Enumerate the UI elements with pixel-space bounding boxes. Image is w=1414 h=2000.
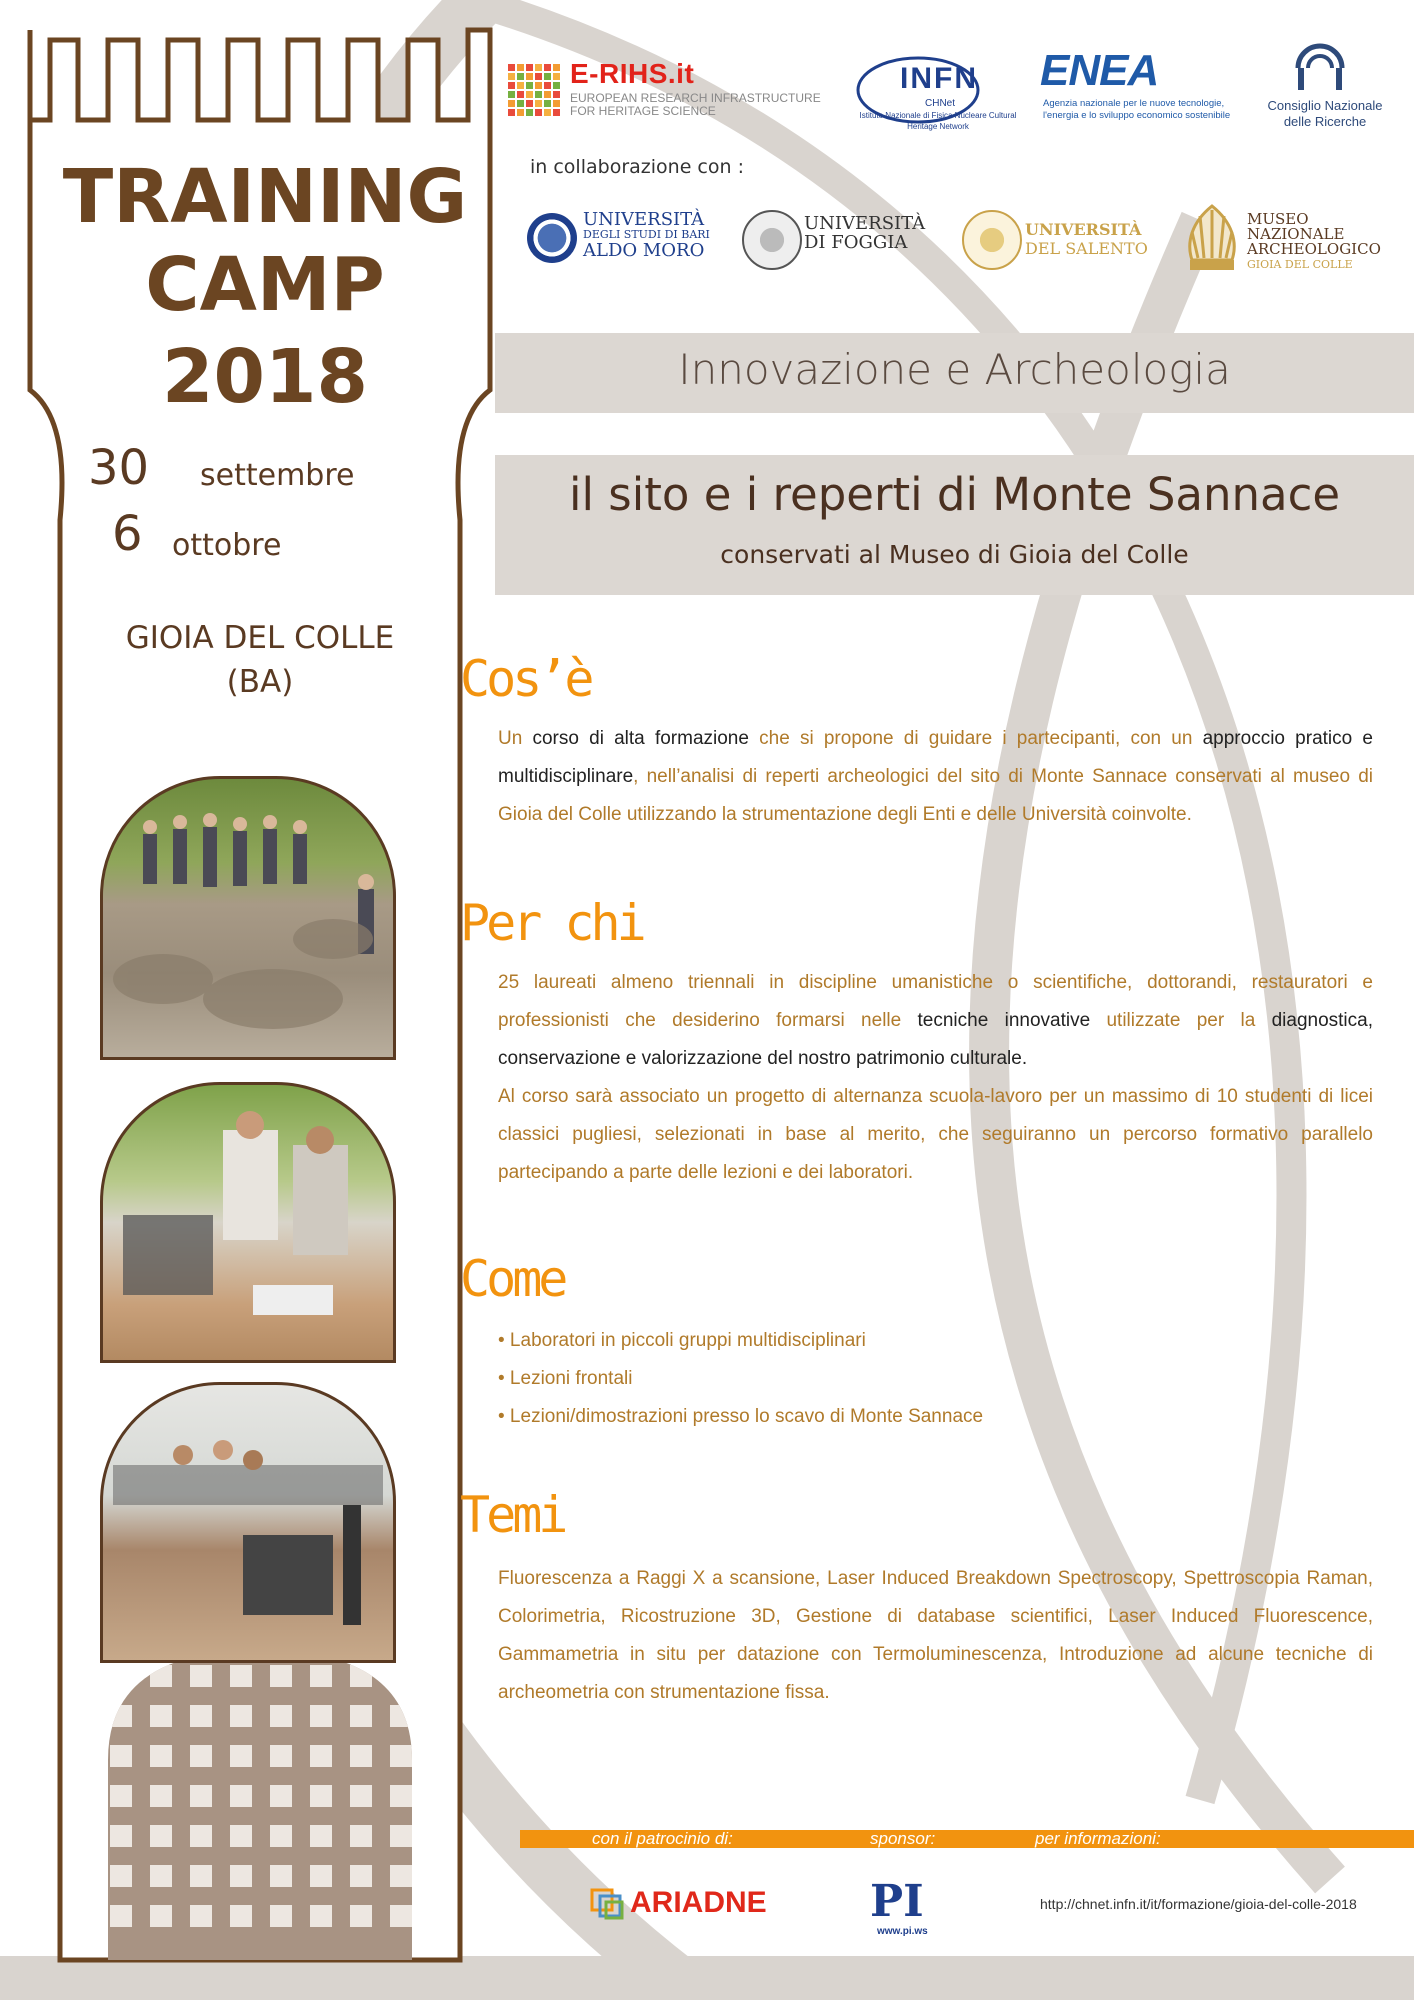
title-camp: CAMP — [145, 242, 385, 328]
location-city: GIOIA DEL COLLE — [125, 620, 395, 656]
section-list-come — [498, 1322, 1373, 1436]
cose-text-2: corso di alta formazione — [532, 728, 749, 749]
band-title-innovazione: Innovazione e Archeologia — [678, 345, 1231, 394]
perchi-text-2: tecniche innovative — [917, 1010, 1091, 1031]
unisalento-line1: UNIVERSITÀ — [1025, 220, 1142, 239]
pi-website-label[interactable]: www.pi.ws — [877, 1926, 928, 1937]
infn-logo-title: INFN — [900, 62, 978, 95]
museo-line3: ARCHEOLOGICO — [1247, 240, 1381, 258]
section-title-perchi: Per chi — [460, 894, 643, 952]
title-training: TRAINING — [62, 154, 468, 240]
footer-sponsor-label: sponsor: — [870, 1829, 936, 1848]
museo-line4: GIOIA DEL COLLE — [1247, 258, 1353, 271]
unifg-line1: UNIVERSITÀ — [804, 213, 926, 234]
collaboration-label: in collaborazione con : — [530, 156, 744, 178]
footer-info-label: per informazioni: — [1035, 1829, 1161, 1848]
enea-logo-subtitle: Agenzia nazionale per le nuove tecnologie, l'energia e lo sviluppo economico sostenibile — [1043, 98, 1231, 121]
perchi-text-4: diagnostica, conservazione e valorizzazione del nostro patrimonio culturale. — [498, 1010, 1373, 1069]
main-title: il sito e i reperti di Monte Sannace — [569, 468, 1340, 521]
infn-chnet-label: CHNet — [925, 98, 956, 109]
people-group-icon — [103, 779, 393, 1057]
perchi-text-alternanza: Al corso sarà associato un progetto di alternanza scuola-lavoro per un massimo di 10 studenti di licei classici pugliesi, selezionati in base al merito, che seguiranno un percorso formativo parallelo partecipando a parte delle lezioni e dei laboratori. — [498, 1086, 1373, 1183]
unifg-logo-text — [804, 214, 925, 252]
cose-text-5: , nell’analisi di reperti archeologici del sito di Monte Sannace conservati al museo di Gioia del Colle utilizzando la strumentazione degli Enti e delle Università coinvolte. — [498, 766, 1373, 825]
unifg-line2: DI FOGGIA — [804, 232, 908, 253]
uniba-line1: UNIVERSITÀ — [583, 209, 705, 230]
museo-line2: NAZIONALE — [1247, 225, 1345, 243]
end-day: 6 — [112, 506, 143, 562]
lab-scene-icon — [103, 1085, 393, 1360]
cose-text-3: che si propone di guidare i partecipanti, con un — [748, 728, 1203, 749]
section-title-come: Come — [460, 1250, 565, 1308]
come-bullet-3: • Lezioni/dimostrazioni presso lo scavo di Monte Sannace — [498, 1406, 984, 1427]
main-subtitle: conservati al Museo di Gioia del Colle — [720, 540, 1189, 569]
start-day: 30 — [88, 440, 150, 496]
erihs-logo-title: E-RIHS.it — [570, 58, 695, 89]
museo-logo-text — [1247, 212, 1381, 272]
come-bullet-2: • Lezioni frontali — [498, 1368, 633, 1389]
museo-line1: MUSEO — [1247, 210, 1309, 228]
info-url-link[interactable]: http://chnet.infn.it/it/formazione/gioia-del-colle-2018 — [1040, 1896, 1357, 1912]
section-title-temi: Temi — [460, 1486, 565, 1544]
ariadne-logo-text: ARIADNE — [630, 1886, 767, 1919]
end-month: ottobre — [172, 528, 282, 563]
uniba-line3: ALDO MORO — [583, 240, 705, 261]
enea-logo-title: ENEA — [1040, 46, 1159, 95]
section-text-cose — [498, 720, 1373, 834]
ariadne-logo-icon — [590, 1888, 626, 1922]
title-year: 2018 — [162, 334, 368, 420]
section-text-perchi — [498, 964, 1373, 1192]
unifg-seal-icon — [742, 210, 802, 270]
location-province: (BA) — [226, 664, 294, 700]
unisalento-line2: DEL SALENTO — [1025, 239, 1148, 258]
footer-patrocinio-label: con il patrocinio di: — [592, 1829, 733, 1848]
photo-instrument-room — [100, 1382, 396, 1663]
cose-text-1: Un — [498, 728, 533, 749]
uniba-seal-icon — [527, 213, 577, 263]
instrument-icon — [103, 1385, 393, 1660]
pi-logo-text: PI — [870, 1876, 924, 1927]
erihs-logo-icon — [508, 64, 560, 116]
come-bullet-1: • Laboratori in piccoli gruppi multidisciplinari — [498, 1330, 866, 1351]
section-text-temi: Fluorescenza a Raggi X a scansione, Laser Induced Breakdown Spectroscopy, Spettroscopia Raman, Colorimetria, Ricostruzione 3D, Gestione di database scientifici, Laser Induced Fluorescence, Gammametria in situ per datazione con Termoluminescenza, Introduzione ad alcune tecniche di archeometria con strumentazione fissa. — [498, 1568, 1373, 1703]
perchi-text-1: 25 laureati almeno triennali in discipline umanistiche o scientifiche, dottorandi, restauratori e professionisti che desiderino formarsi nelle — [498, 972, 1373, 1031]
cnr-logo-subtitle: Consiglio Nazionale delle Ricerche — [1267, 98, 1383, 129]
section-title-cose: Cos’è — [460, 650, 591, 708]
erihs-logo-subtitle: EUROPEAN RESEARCH INFRASTRUCTURE FOR HERITAGE SCIENCE — [570, 91, 821, 118]
unisalento-logo-text — [1025, 220, 1148, 258]
uniba-line2: DEGLI STUDI DI BARI — [583, 228, 710, 241]
photo-laboratory-students — [100, 1082, 396, 1363]
museo-shell-icon — [1182, 202, 1242, 274]
perchi-text-3: utilizzate per la — [1090, 1010, 1272, 1031]
cose-text-4: approccio pratico e multidisciplinare — [498, 728, 1373, 787]
start-month: settembre — [200, 458, 355, 493]
unisalento-seal-icon — [962, 210, 1022, 270]
infn-logo-subtitle: Istituto Nazionale di Fisica Nucleare Cultural Heritage Network — [859, 111, 1017, 131]
uniba-logo-text — [583, 210, 710, 260]
photo-excavation-site — [100, 776, 396, 1060]
